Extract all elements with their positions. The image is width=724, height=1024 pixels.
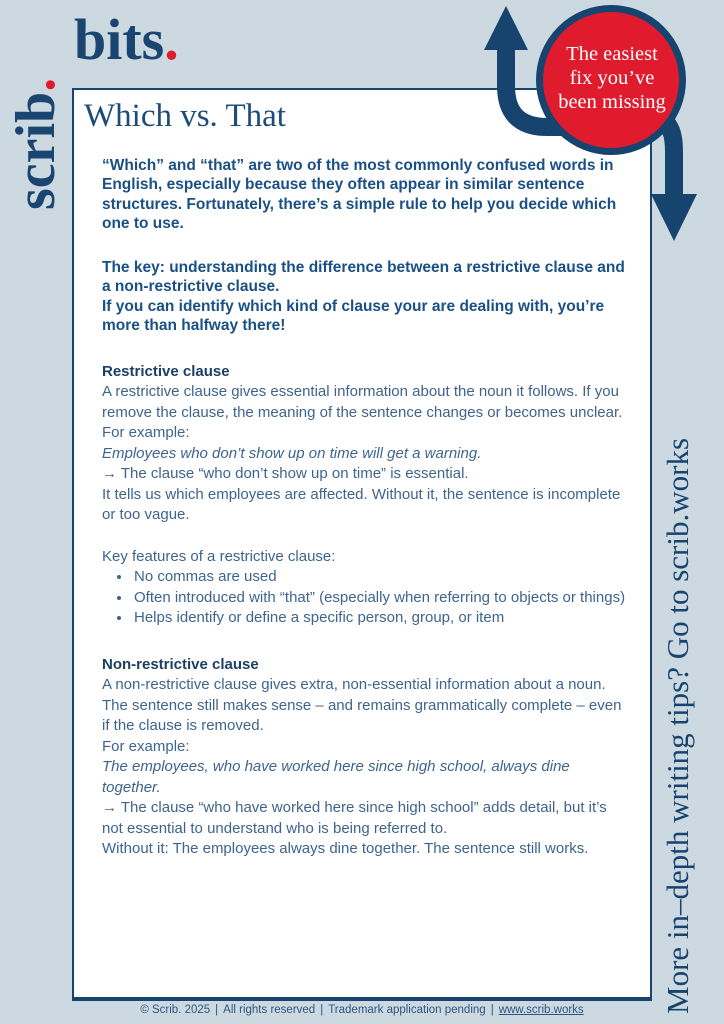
footer-copyright: © Scrib. 2025 (140, 1004, 211, 1016)
bits-logo (74, 8, 179, 72)
non-restrictive-example-label: For example: (102, 737, 190, 755)
badge-line-1: The easiest (566, 43, 658, 65)
logo-word: bits (74, 7, 165, 72)
badge-line-3: been missing (558, 91, 666, 113)
list-item: • Helps identify or define a specific person, group, or item (132, 608, 626, 629)
badge-text (537, 42, 687, 114)
restrictive-example: Employees who don’t show up on time will get a warning. (102, 444, 482, 462)
logo-period: . (164, 7, 179, 72)
restrictive-explanation: It tells us which employees are affected. Without it, the sentence is incomplete or too vague. (102, 485, 621, 524)
list-item: • Often introduced with “that” (especially when referring to objects or things) (132, 588, 626, 609)
key-paragraph (102, 258, 626, 336)
scrib-vertical-logo (5, 77, 67, 210)
up-arrow-head (484, 6, 528, 50)
footer-separator: | (215, 1004, 219, 1016)
down-arrow-head (651, 194, 697, 241)
badge-line-2: fix you’ve (569, 67, 655, 89)
restrictive-arrow-note: → The clause “who don’t show up on time” is essential. (102, 465, 469, 483)
footer (72, 1004, 652, 1016)
restrictive-heading: Restrictive clause (102, 362, 230, 380)
list-item: • No commas are used (132, 567, 626, 588)
non-restrictive-heading: Non-restrictive clause (102, 655, 259, 673)
non-restrictive-explanation: Without it: The employees always dine together. The sentence still works. (102, 840, 589, 858)
features-list (102, 567, 626, 629)
arrow-badge-graphic (430, 0, 724, 250)
intro-paragraph: “Which” and “that” are two of the most commonly confused words in English, especially because they often appear in similar sentence structures. Fortunately, there’s a simple rule to help you decide which one to use. (102, 156, 617, 233)
footer-separator: | (320, 1004, 324, 1016)
logo-word: scrib (5, 91, 67, 210)
features-heading: Key features of a restrictive clause: (102, 547, 336, 565)
card-body (102, 156, 626, 860)
page-title: Which vs. That (84, 98, 286, 134)
logo-period: . (5, 77, 67, 92)
footer-trademark: Trademark application pending (328, 1004, 486, 1016)
key-line-1: The key: understanding the difference between a restrictive clause and a non-restrictive clause. (102, 258, 625, 296)
footer-separator: | (490, 1004, 494, 1016)
footer-rights: All rights reserved (223, 1004, 316, 1016)
footer-website-link[interactable]: www.scrib.works (498, 1004, 584, 1016)
key-line-2: If you can identify which kind of clause your are dealing with, you’re more than halfway there! (102, 297, 605, 335)
non-restrictive-arrow-note: → The clause “who have worked here since high school” adds detail, but it’s not essential to understand who is being referred to. (102, 799, 607, 837)
non-restrictive-body: A non-restrictive clause gives extra, non-essential information about a noun. The sentence still makes sense – and remains grammatically complete – even if the clause is removed. (102, 676, 622, 735)
non-restrictive-example: The employees, who have worked here since high school, always dine together. (102, 758, 570, 796)
restrictive-example-label: For example: (102, 424, 190, 442)
restrictive-body: A restrictive clause gives essential information about the noun it follows. If you remove the clause, the meaning of the sentence changes or becomes unclear. (102, 383, 623, 421)
side-note-vertical: More in–depth writing tips? Go to scrib.works (660, 437, 695, 1014)
